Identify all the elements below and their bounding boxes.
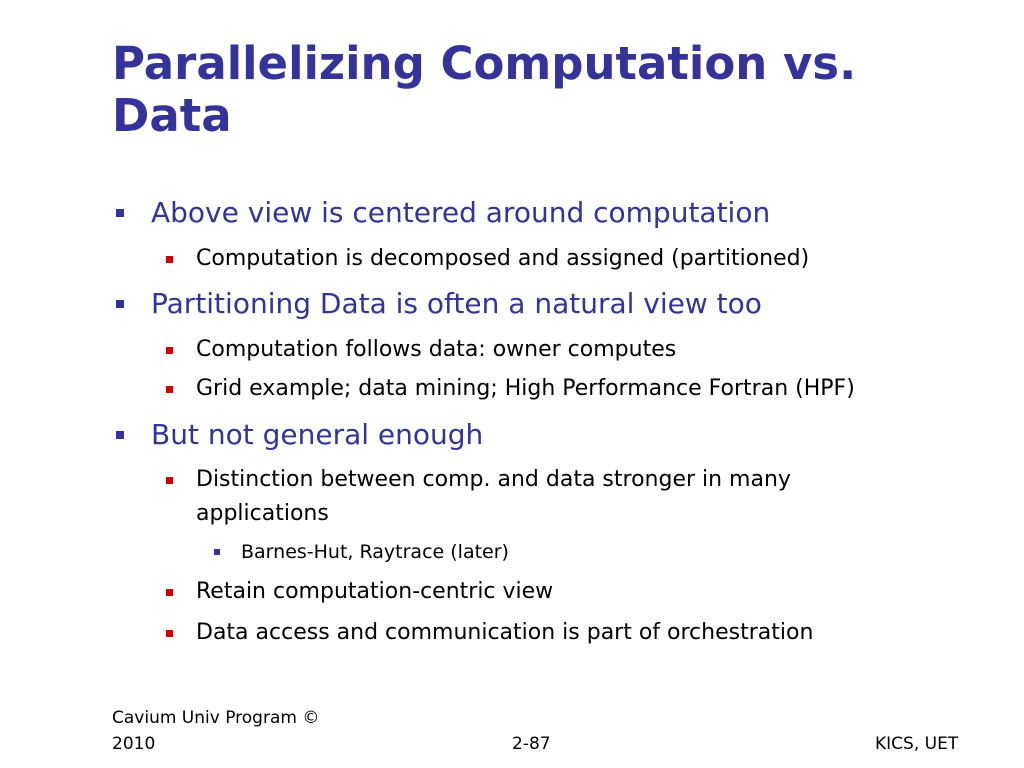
bullet-text: Data access and communication is part of orchestration: [196, 620, 814, 645]
sub-bullet-item: [196, 372, 916, 406]
sub-bullet-item: [196, 333, 916, 367]
square-bullet-icon: [166, 630, 173, 637]
bullet-text: Partitioning Data is often a natural view too: [151, 287, 762, 320]
sub-bullet-item: [196, 242, 916, 276]
sub-sub-bullet-item: [241, 538, 509, 566]
bullet-text: Above view is centered around computation: [151, 196, 771, 229]
square-bullet-icon: [116, 300, 124, 308]
bullet-text: Barnes-Hut, Raytrace (later): [241, 541, 509, 563]
square-bullet-icon: [214, 549, 220, 555]
bullet-text: Grid example; data mining; High Performance Fortran (HPF): [196, 376, 855, 401]
sub-bullet-item: [196, 616, 916, 650]
bullet-item: [151, 418, 483, 452]
square-bullet-icon: [116, 431, 124, 439]
sub-bullet-item: [196, 463, 916, 531]
square-bullet-icon: [166, 347, 173, 354]
bullet-item: [151, 287, 762, 321]
square-bullet-icon: [166, 477, 173, 484]
square-bullet-icon: [116, 209, 124, 217]
square-bullet-icon: [166, 589, 173, 596]
bullet-text: Computation follows data: owner computes: [196, 337, 677, 362]
bullet-text: Computation is decomposed and assigned (partitioned): [196, 246, 810, 271]
square-bullet-icon: [166, 256, 173, 263]
slide-title: Parallelizing Computation vs. Data: [112, 37, 857, 142]
square-bullet-icon: [166, 386, 173, 393]
bullet-text: Retain computation-centric view: [196, 579, 554, 604]
bullet-text: Distinction between comp. and data stronger in many applications: [196, 467, 791, 526]
footer-page-number: 2-87: [512, 734, 551, 754]
sub-bullet-item: [196, 575, 916, 609]
footer-copyright: Cavium Univ Program © 2010: [112, 708, 320, 754]
footer-organization: KICS, UET: [875, 734, 959, 754]
bullet-item: [151, 196, 770, 230]
bullet-text: But not general enough: [151, 418, 484, 451]
